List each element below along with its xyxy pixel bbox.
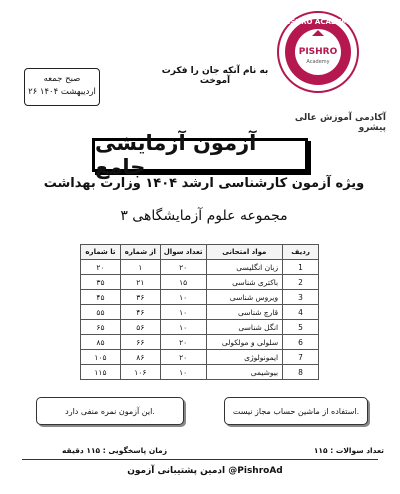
subject-name: باکتری شناسی [206,275,283,290]
question-count: ۲۰ [160,335,206,350]
row-number: 6 [283,335,319,350]
header-subject: مواد امتحانی [206,245,283,260]
from-number: ۲۱ [120,275,160,290]
row-number: 1 [283,260,319,275]
table-row [81,335,319,350]
answer-time-stat: زمان پاسخگویی : ۱۱۵ دقیقه [62,446,168,455]
from-number: ۸۶ [120,350,160,365]
footer-support: ادمین پشتیبانی آزمون @PishroAd [127,466,283,476]
subject-name: سلولی و مولکولی [206,335,283,350]
table-row [81,320,319,335]
to-number: ۱۱۵ [81,365,121,380]
table-row [81,290,319,305]
to-number: ۶۵ [81,320,121,335]
row-number: 8 [283,365,319,380]
from-number: ۱ [120,260,160,275]
question-count: ۱۰ [160,290,206,305]
question-count: ۱۰ [160,320,206,335]
row-number: 7 [283,350,319,365]
subject-name: انگل شناسی [206,320,283,335]
table-row [81,305,319,320]
table-row [81,365,319,380]
header-question-count: تعداد سوال [160,245,206,260]
logo-center-sub: Academy [306,59,330,65]
from-number: ۶۶ [120,335,160,350]
from-number: ۳۶ [120,290,160,305]
row-number: 3 [283,290,319,305]
divider [22,459,378,460]
question-count: ۱۰ [160,305,206,320]
page-title: آزمون آزمایشی جامع [92,138,308,172]
from-number: ۵۶ [120,320,160,335]
row-number: 5 [283,320,319,335]
from-number: ۱۰۶ [120,365,160,380]
header-row-number: ردیف [283,245,319,260]
academy-name: آکادمی آموزش عالی پیشرو [294,113,386,133]
table-row [81,260,319,275]
question-count: ۲۰ [160,350,206,365]
question-count-stat: تعداد سوالات : ۱۱۵ [313,446,384,455]
date-box [24,68,100,106]
subject-name: بیوشیمی [206,365,283,380]
calculator-note: استفاده از ماشین حساب مجاز نیست. [224,397,368,425]
subjects-table [80,244,319,380]
collection-title: مجموعه علوم آزمایشگاهی ۳ [120,208,288,224]
header-from: از شماره [120,245,160,260]
to-number: ۸۵ [81,335,121,350]
subject-name: قارچ شناسی [206,305,283,320]
academy-logo [276,10,360,96]
question-count: ۲۰ [160,260,206,275]
table-header-row [81,245,319,260]
to-number: ۱۰۵ [81,350,121,365]
table-row [81,275,319,290]
from-number: ۴۶ [120,305,160,320]
subtitle: ویژه آزمون کارشناسی ارشد ۱۴۰۴ وزارت بهداشت [43,176,365,191]
table-row [81,350,319,365]
to-number: ۲۰ [81,260,121,275]
to-number: ۵۵ [81,305,121,320]
logo-center-text: PISHRO [298,47,338,57]
header-to: تا شماره [81,245,121,260]
exam-date: ۲۶ اردیبهشت ۱۴۰۴ [28,87,96,97]
subject-name: ایمونولوژی [206,350,283,365]
to-number: ۳۵ [81,275,121,290]
row-number: 4 [283,305,319,320]
logo-ring-text: PISHRO ACADEMY [282,18,354,26]
question-count: ۱۰ [160,365,206,380]
to-number: ۴۵ [81,290,121,305]
negative-marking-note: این آزمون نمره منفی دارد. [36,397,184,425]
motto: به نام آنکه جان را فکرت آموخت [161,66,269,86]
exam-session: صبح جمعه [43,74,81,84]
row-number: 2 [283,275,319,290]
subject-name: ویروس شناسی [206,290,283,305]
subject-name: زبان انگلیسی [206,260,283,275]
question-count: ۱۵ [160,275,206,290]
